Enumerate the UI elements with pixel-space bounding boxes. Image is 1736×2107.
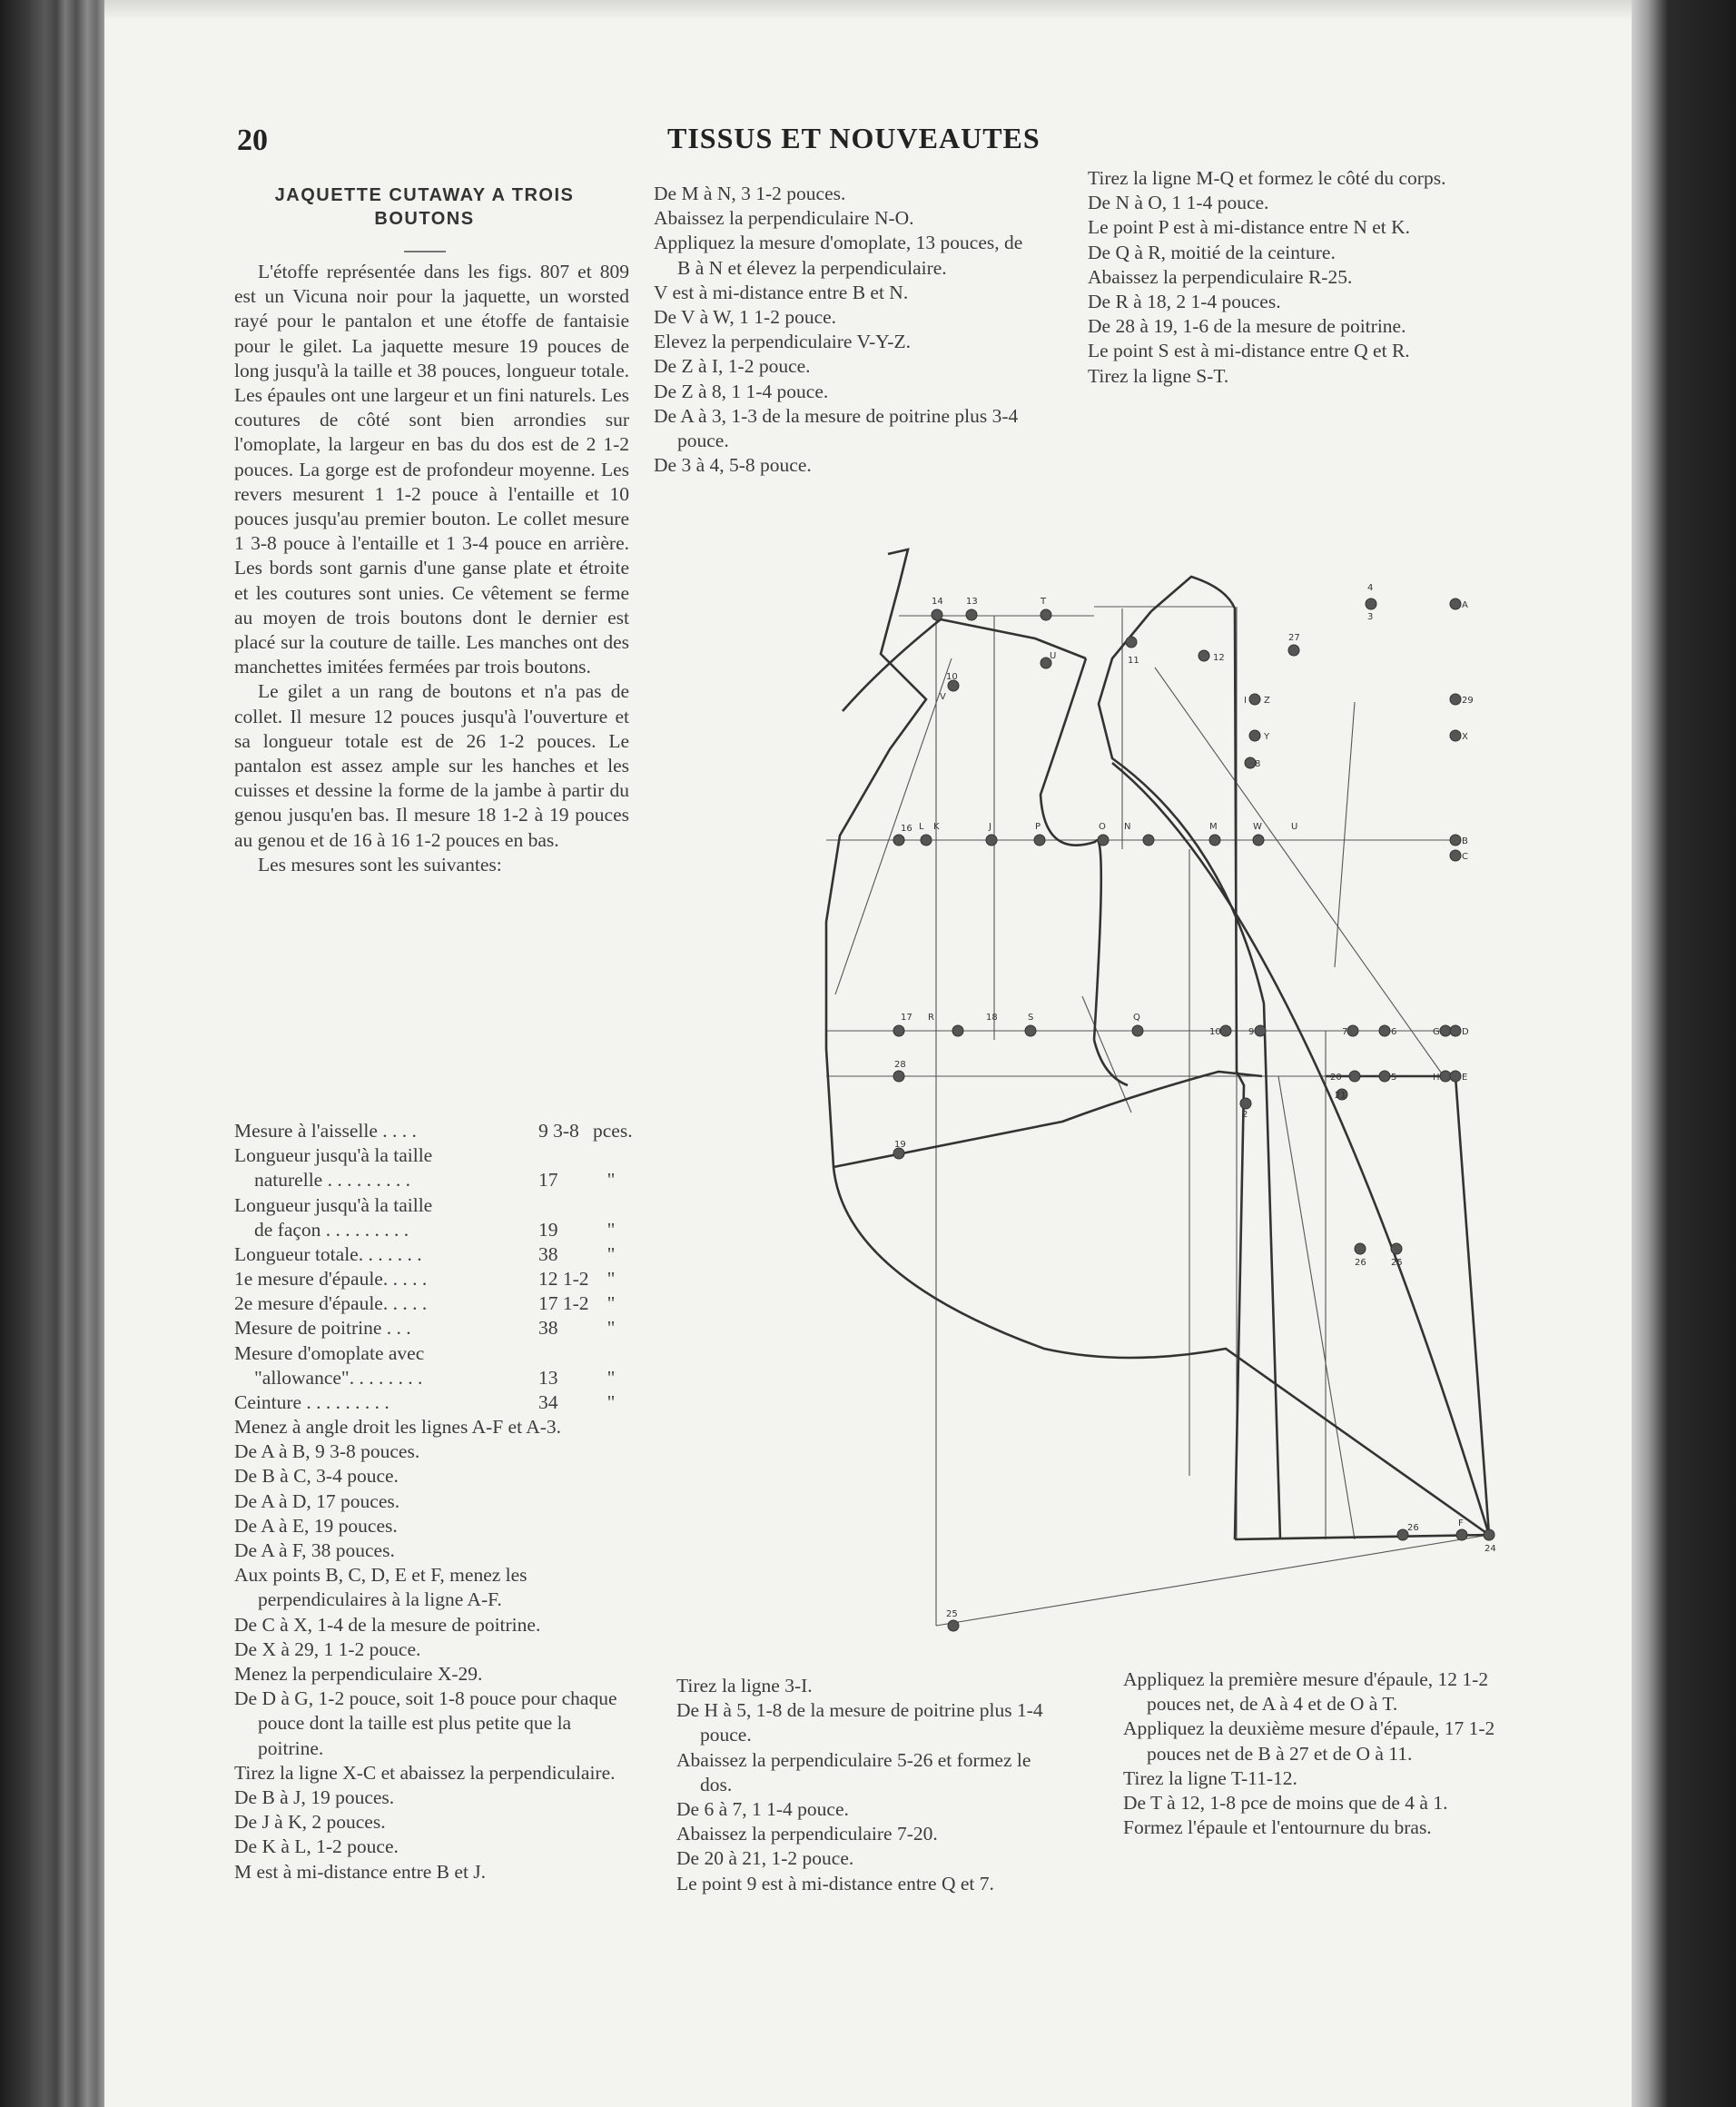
step: De A à D, 17 pouces. [234,1489,400,1512]
point [1098,835,1109,846]
point-label: 20 [1330,1073,1342,1083]
point-label: C [1462,852,1468,862]
measure-unit: " [607,1317,616,1340]
measure-row [234,1218,629,1242]
measure-value: 9 3-8 [538,1119,579,1142]
measure-unit: " [607,1268,616,1291]
point-label: 10 [946,672,958,682]
point [1255,1025,1266,1036]
pattern-outline [826,549,1489,1539]
point-label: T [1041,597,1047,607]
point [1249,694,1260,705]
point-label: D [1462,1027,1469,1037]
point-label: 29 [1462,696,1474,706]
point [1220,1025,1231,1036]
point [1450,1025,1461,1036]
measure-row [234,1119,633,1143]
point-label: V [940,692,946,702]
book-edge-right [1632,0,1736,2107]
measure-label: Mesure à l'aisselle . . . . [234,1119,417,1142]
step: De 6 à 7, 1 1-4 pouce. [676,1798,849,1821]
steps-col1 [234,1415,629,1884]
article-title: JAQUETTE CUTAWAY A TROIS BOUTONS [274,185,575,229]
point [952,1025,963,1036]
point-label: M [1209,822,1218,832]
step: De A à F, 38 pouces. [234,1539,395,1562]
measure-label: Longueur jusqu'à la taille [234,1193,433,1216]
step: Abaissez la perpendiculaire 7-20. [676,1823,938,1845]
point-label: 27 [1288,633,1300,643]
step: Formez l'épaule et l'entournure du bras. [1123,1816,1432,1839]
point [1034,835,1045,846]
step: Le point 9 est à mi-distance entre Q et 7. [676,1872,994,1894]
measure-label: Ceinture . . . . . . . . . [234,1391,390,1414]
point [932,609,942,620]
measure-label: naturelle . . . . . . . . . [254,1169,410,1192]
measure-unit: " [607,1169,616,1192]
point [986,835,997,846]
measure-unit: pces. [593,1119,633,1142]
point-label: 13 [966,597,978,607]
point-label: X [1462,732,1468,742]
point-label: W [1253,822,1262,832]
point [893,1071,904,1082]
measure-value: 12 1-2 [538,1268,589,1291]
steps-col3 [1088,166,1496,389]
point [1249,730,1260,741]
measure-row [234,1390,629,1415]
armhole [1041,658,1101,1040]
point-label: E [1462,1073,1468,1083]
step: De A à B, 9 3-8 pouces. [234,1440,420,1463]
point-label: U [1050,651,1057,661]
title-rule [404,251,446,252]
point [1240,1098,1251,1109]
point-label: 24 [1484,1544,1496,1554]
point-label: J [989,822,991,832]
point-label: 11 [1128,656,1139,666]
construction-lines [826,607,1489,1626]
step: De V à W, 1 1-2 pouce. [654,306,837,329]
measure-row [234,1168,629,1192]
measure-row [234,1143,629,1168]
point [1456,1529,1467,1540]
point-label: H [1433,1073,1440,1083]
point-label: 3 [1367,612,1374,622]
point-label: 25 [946,1609,958,1619]
point-label: U [1291,822,1298,832]
book-spine-left [0,0,104,2107]
guide-line [1278,1076,1355,1539]
diagram-labels [894,583,1496,1619]
step: Appliquez la première mesure d'épaule, 12 1-2 pouces net, de A à 4 et de O à T. [1123,1668,1489,1716]
point [1379,1071,1390,1082]
point [1355,1243,1366,1254]
pattern-diagram [790,531,1507,1657]
measure-row [234,1242,629,1267]
measure-row [234,1291,629,1316]
measure-row [234,1267,629,1291]
step: De N à O, 1 1-4 pouce. [1088,192,1269,214]
point [1209,835,1220,846]
point [921,835,932,846]
step: Abaissez la perpendiculaire R-25. [1088,265,1353,288]
point-label: 7 [1342,1027,1348,1037]
point-label: A [1462,600,1468,610]
measure-label: Longueur jusqu'à la taille [234,1144,433,1167]
guide-line [1082,996,1131,1113]
step: De R à 18, 2 1-4 pouces. [1088,291,1281,313]
step: De K à L, 1-2 pouce. [234,1835,399,1858]
point [1450,835,1461,846]
point-label: 18 [986,1013,998,1023]
step: Aux points B, C, D, E et F, menez les perpendiculaires à la ligne A-F. [234,1564,528,1611]
measure-label: Mesure d'omoplate avec [234,1341,425,1364]
measure-unit: " [607,1366,616,1389]
step: De A à 3, 1-3 de la mesure de poitrine plus 3-4 pouce. [654,404,1019,452]
front-edge [826,549,926,1167]
point [1132,1025,1143,1036]
point-label: 26 [1407,1523,1419,1533]
point-label: 2 [1242,1110,1248,1120]
steps-col3-bottom [1123,1667,1532,1840]
point-label: P [1035,822,1041,832]
point-label: K [933,822,940,832]
skirt-hem [833,1167,1489,1535]
step: Tirez la ligne M-Q et formez le côté du corps. [1088,167,1446,189]
guide-line [1155,668,1444,1076]
step: Tirez la ligne T-11-12. [1123,1766,1297,1789]
step: De B à J, 19 pouces. [234,1786,395,1809]
point-label: 16 [901,824,912,834]
measure-value: 38 [538,1242,558,1265]
point [1253,835,1264,846]
measure-row [234,1366,629,1390]
step: De 28 à 19, 1-6 de la mesure de poitrine. [1088,315,1406,338]
step: De A à E, 19 pouces. [234,1514,398,1537]
measures-table [234,1119,633,1415]
paragraph: Le gilet a un rang de boutons et n'a pas de collet. Il mesure 12 pouces jusqu'à l'ouverture et sa longueur totale est de 26 1-2 pouces. Le pantalon est assez ample sur les hanches et les cuisses et dessine la forme de la jambe à partir du genou jusqu'en bas. Il mesure 18 1-2 à 19 pouces au genou et de 16 à 16 1-2 pouces en bas. [234,680,629,851]
point-label: 9 [1248,1027,1255,1037]
step: De T à 12, 1-8 pce de moins que de 4 à 1. [1123,1792,1448,1815]
step: M est à mi-distance entre B et J. [234,1860,487,1883]
steps-col2 [654,182,1035,478]
step: De X à 29, 1 1-2 pouce. [234,1637,421,1660]
measure-value: 19 [538,1218,558,1241]
steps-col2-bottom [676,1674,1058,1896]
point-label: F [1458,1518,1464,1528]
point [1379,1025,1390,1036]
point-label: O [1099,822,1106,832]
measure-row [234,1193,629,1218]
point [1440,1071,1451,1082]
step: Elevez la perpendiculaire V-Y-Z. [654,331,911,353]
point [1025,1025,1036,1036]
point-label: 26 [1355,1258,1366,1268]
point [1349,1071,1360,1082]
step: De 20 à 21, 1-2 pouce. [676,1847,854,1870]
point-label: L [919,822,924,832]
step: V est à mi-distance entre B et N. [654,281,909,303]
point [1450,850,1461,861]
back-seam [1151,577,1244,1539]
point-label: 4 [1367,583,1374,593]
measure-label: 2e mesure d'épaule. . . . . [234,1292,428,1315]
side-seam [1094,1040,1128,1085]
step: Tirez la ligne S-T. [1088,364,1229,387]
measure-value: 17 [538,1169,558,1192]
point-label: R [928,1013,934,1023]
point [1391,1243,1402,1254]
measure-unit: " [607,1391,616,1414]
point [1440,1025,1451,1036]
step: De Z à 8, 1 1-4 pouce. [654,380,829,402]
point [948,1620,959,1631]
step: Appliquez la deuxième mesure d'épaule, 17 1-2 pouces net de B à 27 et de O à 11. [1123,1717,1495,1765]
step: Menez la perpendiculaire X-29. [234,1663,483,1686]
point-label: 8 [1255,759,1261,769]
point-label: G [1433,1027,1440,1037]
book-page [104,0,1632,2107]
step: De 3 à 4, 5-8 pouce. [654,454,812,477]
point [1450,1071,1461,1082]
step: De Q à R, moitié de la ceinture. [1088,241,1336,263]
step: Menez à angle droit les lignes A-F et A-3. [234,1416,562,1438]
point-label: 5 [1391,1073,1397,1083]
step: De C à X, 1-4 de la mesure de poitrine. [234,1613,541,1636]
point-label: N [1124,822,1131,832]
step: De D à G, 1-2 pouce, soit 1-8 pouce pour chaque pouce dont la taille est plus petite que la poitrine. [234,1687,617,1759]
point [1126,637,1137,648]
guide-line [936,1535,1489,1626]
step: Appliquez la mesure d'omoplate, 13 pouces, de B à N et élevez la perpendiculaire. [654,232,1023,279]
back-curve [1112,763,1489,1535]
guide-line [1335,702,1355,967]
measure-value: 34 [538,1391,558,1414]
step: Abaissez la perpendiculaire N-O. [654,207,914,230]
point-label: 6 [1391,1027,1397,1037]
measure-value: 13 [538,1366,558,1389]
point [1450,598,1461,609]
point-label: 25 [1391,1258,1403,1268]
point-label: 17 [901,1013,912,1023]
paragraph: Les mesures sont les suivantes: [258,853,502,875]
page-number: 20 [237,124,268,157]
point-label: Y [1264,732,1270,742]
measure-row [234,1341,629,1366]
point-label: Z [1264,696,1270,706]
point-label: B [1462,836,1468,846]
step: De Z à I, 1-2 pouce. [654,355,811,378]
page-shadow [104,0,1632,20]
measure-value: 38 [538,1317,558,1340]
point [1366,598,1376,609]
measure-label: Longueur totale. . . . . . . [234,1242,422,1265]
measure-unit: " [607,1242,616,1265]
point [893,1025,904,1036]
point [1198,650,1209,661]
measure-label: "allowance". . . . . . . . [254,1366,423,1389]
measure-unit: " [607,1292,616,1315]
step: De J à K, 2 pouces. [234,1811,386,1834]
point-label: Q [1133,1013,1140,1023]
point-label: 10 [1209,1027,1221,1037]
paragraph: L'étoffe représentée dans les figs. 807 et 809 est un Vicuna noir pour la jaquette, un worsted rayé pour le pantalon et une étoffe de fantaisie pour le gilet. La jaquette mesure 19 pouces de long jusqu'à la taille et 38 pouces, longueur totale. Les épaules ont une largeur et un fini naturels. Les coutures de côté sont bien arrondies sur l'omoplate, la largeur en bas du dos est de 2 1-2 pouces. La gorge est de profondeur moyenne. Les revers mesurent 1 1-2 pouce à l'entaille et 10 pouces jusqu'au premier bouton. Le collet mesure 1 3-8 pouce à l'entaille et 1 3-4 pouce en arrière. Les bords sont garnis d'une ganse plate et étroite et les coutures sont unies. Ce vêtement se ferme au moyen de trois boutons dont le dernier est placé sur la couture de taille. Les manches ont des manchettes imitées fermées par trois boutons. [234,261,629,678]
intro-text [234,260,629,877]
point-label: S [1028,1013,1034,1023]
point [893,835,904,846]
step: Abaissez la perpendiculaire 5-26 et formez le dos. [676,1748,1031,1795]
step: Tirez la ligne X-C et abaissez la perpendiculaire. [234,1761,616,1784]
measure-label: de façon . . . . . . . . . [254,1218,409,1241]
point [1450,694,1461,705]
measure-unit: " [607,1218,616,1241]
measure-value: 17 1-2 [538,1292,589,1315]
point [1484,1529,1494,1540]
measure-label: 1e mesure d'épaule. . . . . [234,1268,428,1291]
point-label: 12 [1213,653,1225,663]
step: Le point P est à mi-distance entre N et K. [1088,216,1411,239]
point [1450,730,1461,741]
point-label: 28 [894,1060,906,1070]
running-head: TISSUS ET NOUVEAUTES [667,122,1041,154]
measure-row [234,1317,629,1341]
point [1288,645,1299,656]
step: Tirez la ligne 3-I. [676,1675,813,1696]
step: Le point S est à mi-distance entre Q et R. [1088,340,1410,362]
measure-label: Mesure de poitrine . . . [234,1317,411,1340]
point [1143,835,1154,846]
point-label: 19 [894,1140,906,1150]
step: De H à 5, 1-8 de la mesure de poitrine plus 1-4 pouce. [676,1699,1043,1746]
point [1347,1025,1358,1036]
point-label: I [1244,696,1247,706]
point [1041,609,1051,620]
step: De B à C, 3-4 pouce. [234,1465,399,1488]
step: De M à N, 3 1-2 pouces. [654,183,846,204]
point-label: 21 [1335,1091,1346,1101]
point-label: 14 [932,597,943,607]
point [966,609,977,620]
